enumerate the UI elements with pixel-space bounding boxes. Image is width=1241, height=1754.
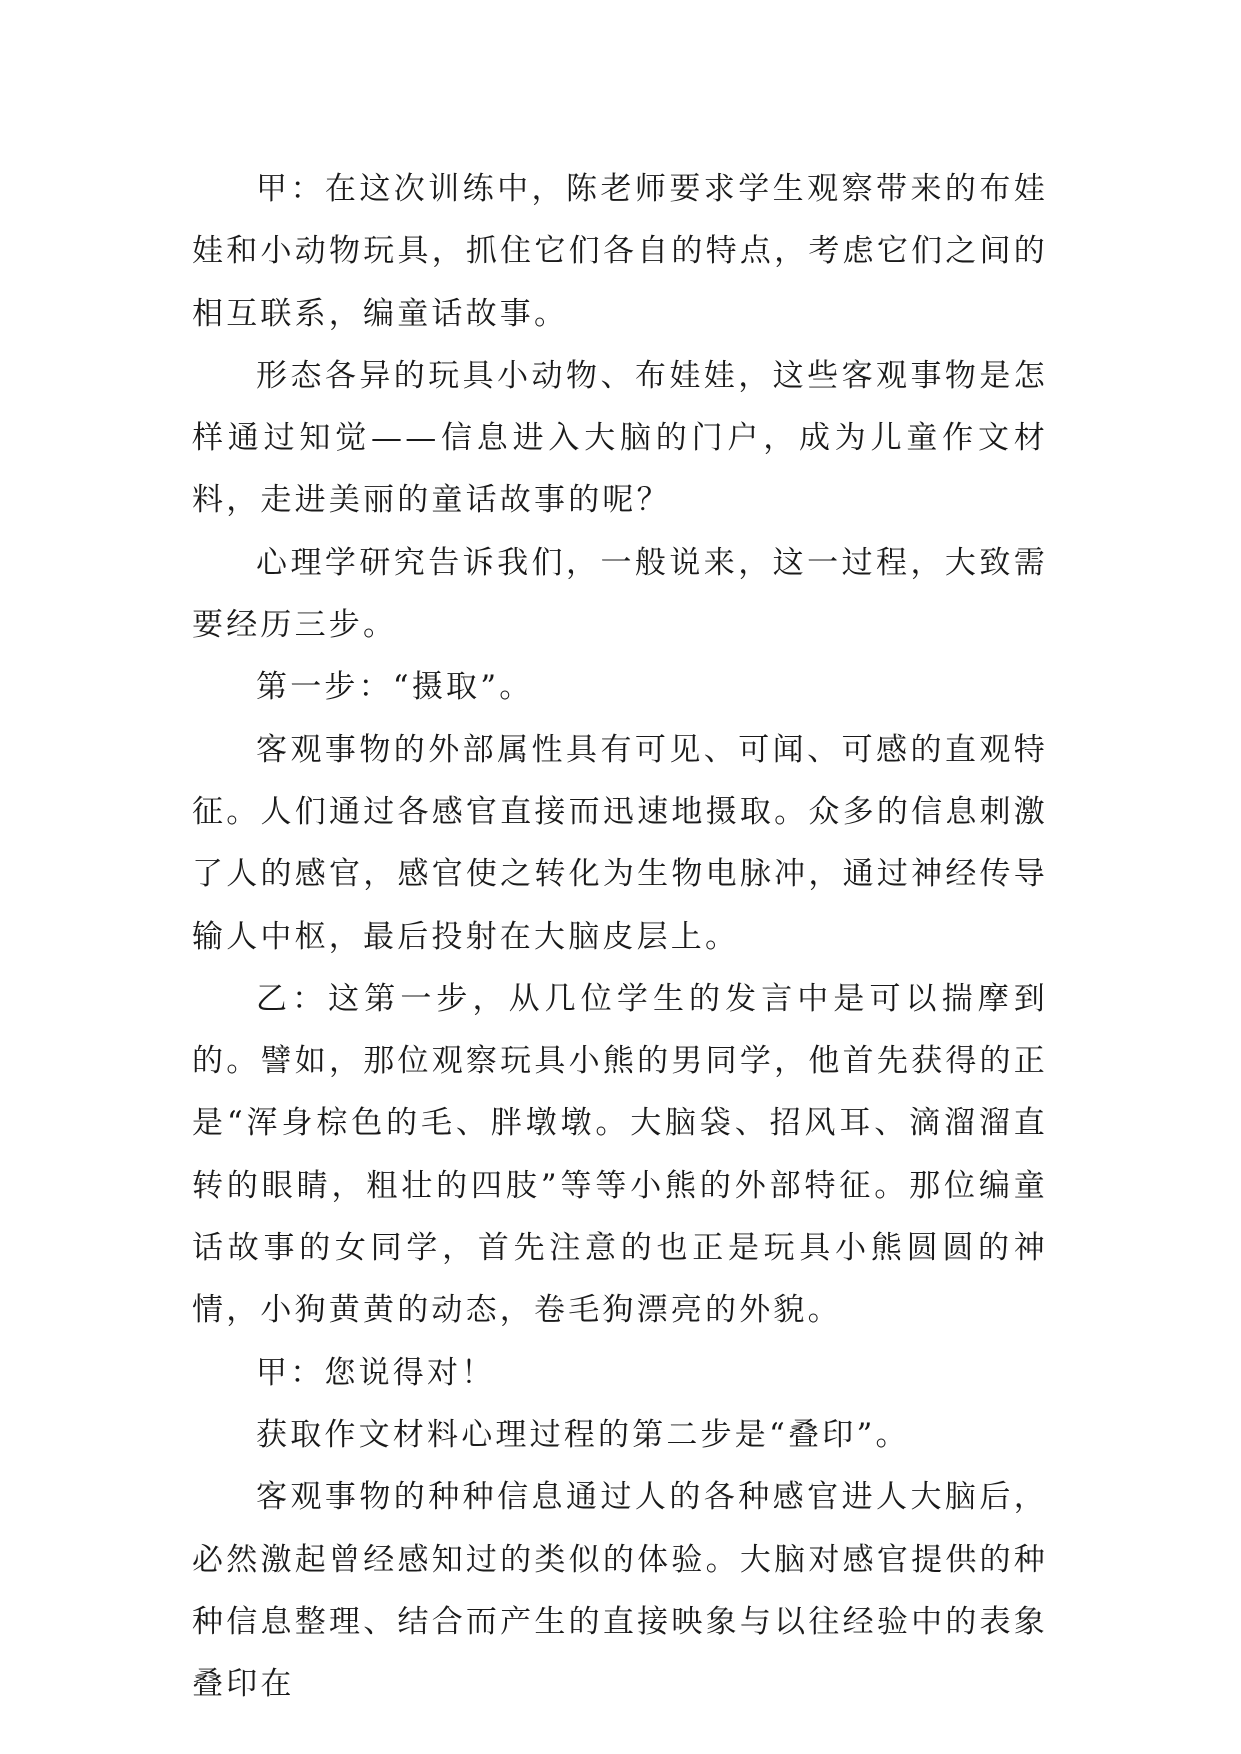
- paragraph-6: 乙：这第一步，从几位学生的发言中是可以揣摩到的。譬如，那位观察玩具小熊的男同学，他首先获得的正是“浑身棕色的毛、胖墩墩。大脑袋、招风耳、滴溜溜直转的眼睛，粗壮的四肢”等等小熊的外部特征。那位编童话故事的女同学，首先注意的也正是玩具小熊圆圆的神情，小狗黄黄的动态，卷毛狗漂亮的外貌。: [192, 980, 1048, 1329]
- paragraph-1: 甲：在这次训练中，陈老师要求学生观察带来的布娃娃和小动物玩具，抓住它们各自的特点，考虑它们之间的相互联系，编童话故事。: [192, 171, 1048, 332]
- paragraph-9: 客观事物的种种信息通过人的各种感官进人大脑后，必然激起曾经感知过的类似的体验。大脑对感官提供的种种信息整理、结合而产生的直接映象与以往经验中的表象叠印在: [192, 1479, 1048, 1703]
- paragraph-5: 客观事物的外部属性具有可见、可闻、可感的直观特征。人们通过各感官直接而迅速地摄取。众多的信息刺激了人的感官，感官使之转化为生物电脉冲，通过神经传导输人中枢，最后投射在大脑皮层上。: [192, 731, 1048, 955]
- paragraph-2: 形态各异的玩具小动物、布娃娃，这些客观事物是怎样通过知觉——信息进入大脑的门户，成为儿童作文材料，走进美丽的童话故事的呢？: [192, 357, 1048, 519]
- body-text: [192, 158, 1048, 1715]
- paragraph-7: 甲：您说得对！: [256, 1354, 496, 1391]
- paragraph-4: 第一步：“摄取”。: [256, 669, 534, 706]
- paragraph-3: 心理学研究告诉我们，一般说来，这一过程，大致需要经历三步。: [192, 544, 1048, 644]
- paragraph-8: 获取作文材料心理过程的第二步是“叠印”。: [256, 1416, 910, 1453]
